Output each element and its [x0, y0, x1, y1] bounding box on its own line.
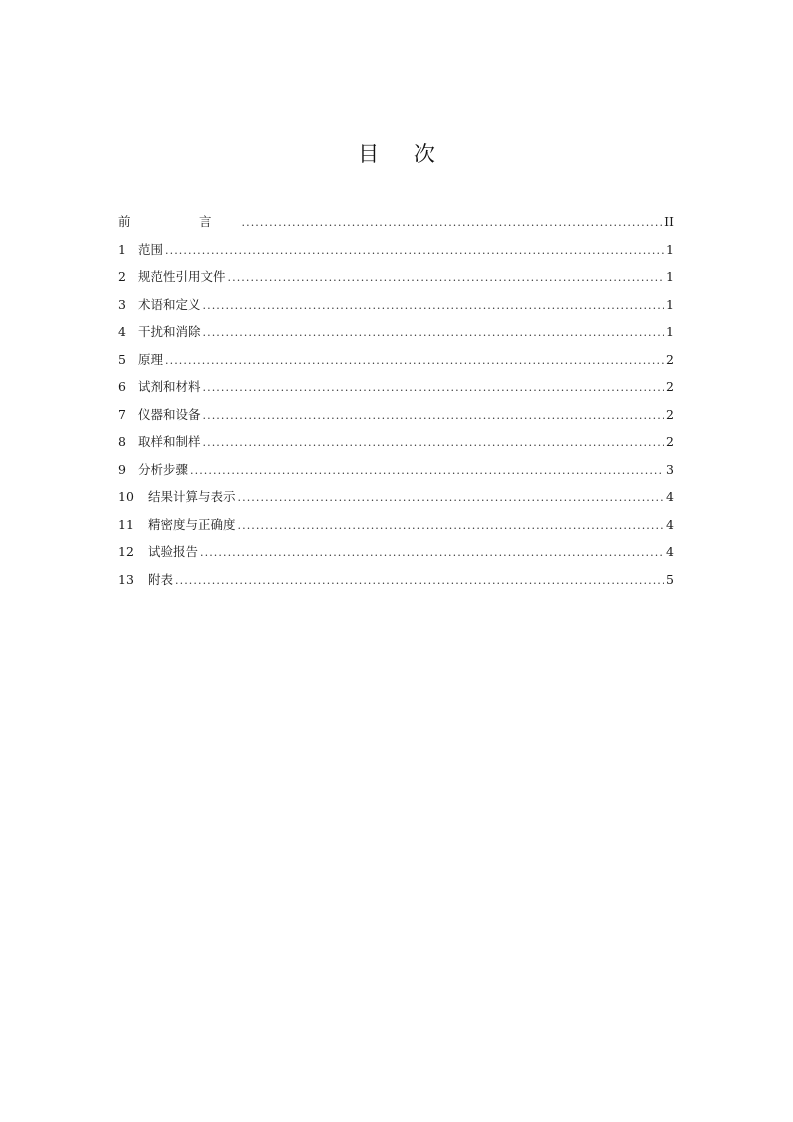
toc-item-label: 精密度与正确度 [148, 516, 236, 532]
toc-item-number: 9 [118, 461, 126, 477]
toc-item-number: 11 [118, 516, 134, 532]
toc-item-number: 5 [118, 351, 126, 367]
toc-dot-leader [203, 401, 664, 430]
toc-item-label: 范围 [138, 241, 164, 257]
toc-item-page: 4 [666, 516, 674, 532]
toc-item-label: 试剂和材料 [138, 379, 201, 394]
toc-item-page: II [664, 214, 674, 229]
toc-dot-leader [203, 428, 664, 457]
toc-item-page: 1 [666, 324, 674, 339]
toc-item-label: 取样和制样 [138, 434, 201, 449]
toc-item-appendix[interactable] [118, 566, 674, 594]
toc-item-label: 附表 [148, 571, 174, 587]
toc-item-number: 6 [118, 379, 126, 394]
toc-dot-leader [203, 291, 664, 320]
page-title: 目 次 [358, 142, 449, 166]
toc-item-normative-references[interactable] [118, 263, 674, 291]
toc-dot-leader [203, 318, 664, 347]
toc-item-number: 2 [118, 269, 126, 284]
toc-item-page: 2 [666, 379, 674, 394]
toc-item-page: 4 [666, 544, 674, 559]
toc-item-number: 12 [118, 544, 134, 559]
toc-item-label: 前 言 [118, 214, 240, 229]
toc-item-preface[interactable] [118, 208, 674, 236]
toc-item-sampling[interactable] [118, 428, 674, 456]
toc-item-number: 10 [118, 489, 134, 504]
toc-item-apparatus[interactable] [118, 401, 674, 429]
toc-item-calculation[interactable] [118, 483, 674, 511]
toc-item-label: 术语和定义 [138, 296, 201, 312]
toc-item-number: 1 [118, 241, 126, 257]
toc-dot-leader [238, 511, 664, 540]
toc-item-label: 原理 [138, 351, 164, 367]
toc-item-page: 3 [666, 461, 674, 477]
toc-dot-leader [238, 483, 664, 512]
table-of-contents [118, 208, 674, 593]
toc-item-test-report[interactable] [118, 538, 674, 566]
toc-item-label: 干扰和消除 [138, 324, 201, 339]
toc-item-number: 3 [118, 296, 126, 312]
toc-item-number: 4 [118, 324, 126, 339]
toc-dot-leader [242, 208, 663, 237]
toc-dot-leader [228, 263, 664, 292]
toc-item-scope[interactable] [118, 236, 674, 264]
toc-item-interference[interactable] [118, 318, 674, 346]
toc-item-label: 试验报告 [148, 544, 199, 559]
toc-dot-leader [165, 346, 664, 375]
toc-item-page: 1 [666, 296, 674, 312]
toc-item-page: 2 [666, 434, 674, 449]
toc-dot-leader [190, 456, 664, 485]
toc-item-page: 5 [666, 571, 674, 587]
toc-item-page: 1 [666, 269, 674, 284]
toc-dot-leader [203, 373, 664, 402]
toc-item-terms[interactable] [118, 291, 674, 319]
toc-dot-leader [165, 236, 664, 265]
toc-item-number: 13 [118, 571, 134, 587]
toc-item-number: 7 [118, 406, 126, 422]
toc-item-reagents[interactable] [118, 373, 674, 401]
toc-item-label: 分析步骤 [138, 461, 189, 477]
toc-item-procedure[interactable] [118, 456, 674, 484]
toc-item-label: 仪器和设备 [138, 406, 201, 422]
toc-item-page: 2 [666, 351, 674, 367]
toc-item-page: 2 [666, 406, 674, 422]
toc-item-precision[interactable] [118, 511, 674, 539]
toc-item-principle[interactable] [118, 346, 674, 374]
toc-item-label: 规范性引用文件 [138, 269, 226, 284]
toc-dot-leader [175, 566, 664, 595]
toc-item-page: 4 [666, 489, 674, 504]
toc-item-label: 结果计算与表示 [148, 489, 236, 504]
toc-item-page: 1 [666, 241, 674, 257]
toc-item-number: 8 [118, 434, 126, 449]
toc-dot-leader [200, 538, 664, 567]
